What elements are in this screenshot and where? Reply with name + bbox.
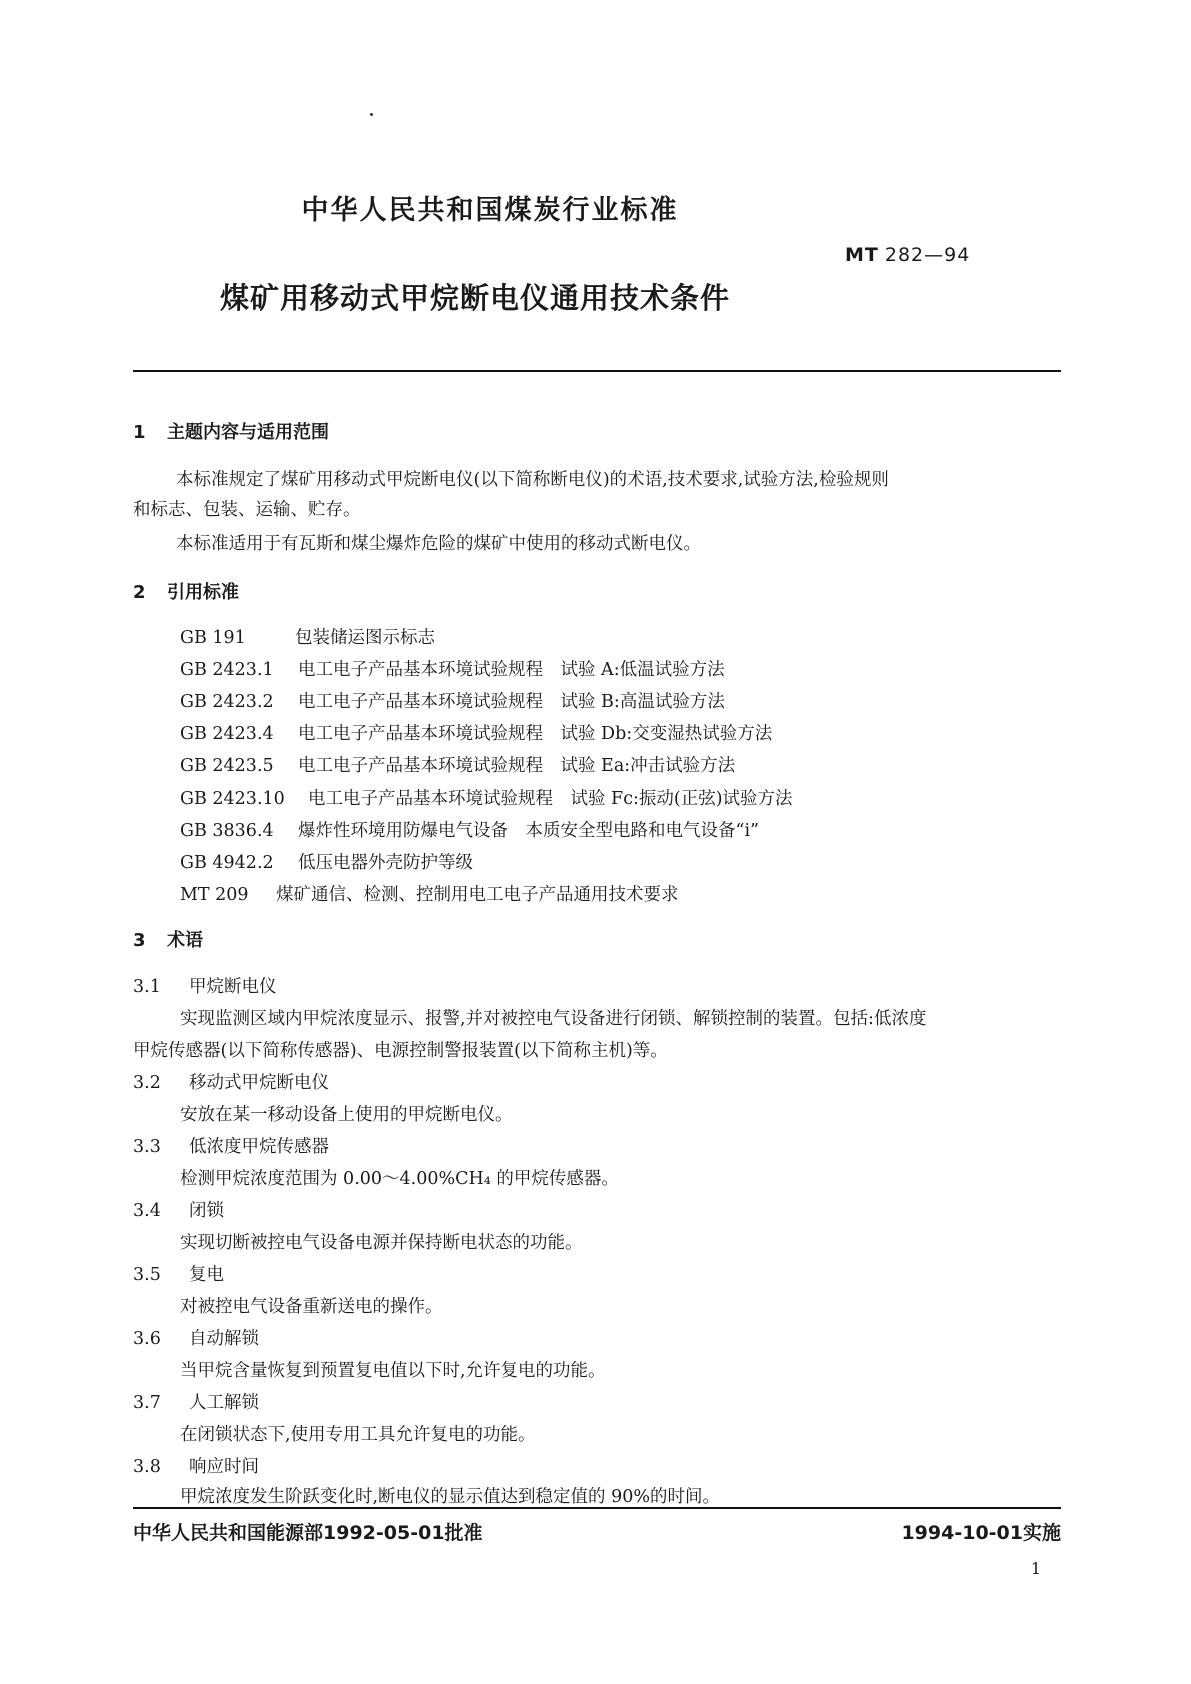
standard-code (845, 244, 970, 266)
section-title: 术语 (167, 930, 203, 951)
section-number: 2 (133, 582, 146, 603)
section-number: 1 (133, 422, 146, 443)
term-entry (133, 1325, 259, 1350)
reference-title: 爆炸性环境用防爆电气设备 本质安全型电路和电气设备“i” (298, 821, 759, 841)
term-entry (133, 1453, 259, 1478)
reference-code: GB 2423.2 (180, 692, 274, 712)
reference-code: GB 2423.1 (180, 660, 274, 680)
section-1-paragraph: 本标准规定了煤矿用移动式甲烷断电仪(以下简称断电仪)的术语,技术要求,试验方法,检验规则 (176, 470, 889, 490)
reference-title: 煤矿通信、检测、控制用电工电子产品通用技术要求 (276, 885, 679, 905)
section-1-paragraph: 和标志、包装、运输、贮存。 (133, 500, 361, 520)
reference-item (180, 849, 473, 874)
scan-speck (370, 113, 373, 116)
term-definition: 实现监测区域内甲烷浓度显示、报警,并对被控电气设备进行闭锁、解锁控制的装置。包括:低浓度 (180, 1009, 927, 1029)
term-name: 人工解锁 (189, 1393, 259, 1413)
reference-item (180, 817, 759, 842)
term-definition: 甲烷传感器(以下简称传感器)、电源控制警报装置(以下简称主机)等。 (133, 1041, 668, 1061)
standard-prefix: MT (845, 244, 879, 266)
term-number: 3.2 (133, 1073, 161, 1093)
footer-divider (133, 1507, 1061, 1509)
reference-title: 电工电子产品基本环境试验规程 试验 A:低温试验方法 (298, 660, 725, 680)
term-name: 闭锁 (189, 1201, 224, 1221)
effective-date: 1994-10-01实施 (901, 1522, 1061, 1544)
reference-title: 电工电子产品基本环境试验规程 试验 Db:交变湿热试验方法 (298, 724, 773, 744)
reference-item (180, 656, 725, 681)
term-name: 复电 (189, 1265, 224, 1285)
term-definition: 对被控电气设备重新送电的操作。 (180, 1297, 443, 1317)
reference-code: GB 4942.2 (180, 853, 274, 873)
term-number: 3.8 (133, 1457, 161, 1477)
document-title: 煤矿用移动式甲烷断电仪通用技术条件 (220, 281, 731, 315)
section-2-heading (133, 578, 239, 604)
term-entry (133, 1197, 224, 1222)
section-title: 主题内容与适用范围 (167, 422, 329, 443)
reference-code: MT 209 (180, 885, 249, 905)
term-number: 3.7 (133, 1393, 161, 1413)
term-number: 3.4 (133, 1201, 161, 1221)
reference-title: 电工电子产品基本环境试验规程 试验 Ea:冲击试验方法 (298, 756, 736, 776)
reference-code: GB 2423.5 (180, 756, 274, 776)
term-definition: 实现切断被控电气设备电源并保持断电状态的功能。 (180, 1233, 583, 1253)
term-definition: 甲烷浓度发生阶跃变化时,断电仪的显示值达到稳定值的 90%的时间。 (180, 1487, 721, 1507)
term-name: 甲烷断电仪 (189, 977, 277, 997)
reference-title: 电工电子产品基本环境试验规程 试验 Fc:振动(正弦)试验方法 (308, 789, 793, 809)
reference-item (180, 624, 435, 649)
term-name: 响应时间 (189, 1457, 259, 1477)
reference-title: 包装储运图示标志 (295, 628, 435, 648)
section-title: 引用标准 (167, 582, 239, 603)
reference-code: GB 3836.4 (180, 821, 274, 841)
header-divider (133, 370, 1061, 372)
page-number: 1 (1030, 1559, 1041, 1578)
reference-item (180, 720, 772, 745)
term-entry (133, 1133, 329, 1158)
reference-item (180, 688, 725, 713)
term-entry (133, 1069, 329, 1094)
term-name: 低浓度甲烷传感器 (189, 1137, 329, 1157)
reference-title: 低压电器外壳防护等级 (298, 853, 473, 873)
reference-title: 电工电子产品基本环境试验规程 试验 B:高温试验方法 (298, 692, 725, 712)
reference-item (180, 785, 793, 810)
reference-item (180, 881, 679, 906)
section-number: 3 (133, 930, 146, 951)
term-definition: 当甲烷含量恢复到预置复电值以下时,允许复电的功能。 (180, 1361, 606, 1381)
approval-line: 中华人民共和国能源部1992-05-01批准 (133, 1522, 483, 1544)
term-entry (133, 1389, 259, 1414)
term-number: 3.3 (133, 1137, 161, 1157)
term-entry (133, 1261, 224, 1286)
term-number: 3.5 (133, 1265, 161, 1285)
reference-code: GB 191 (180, 628, 246, 648)
term-definition: 在闭锁状态下,使用专用工具允许复电的功能。 (180, 1425, 536, 1445)
term-definition: 检测甲烷浓度范围为 0.00～4.00%CH₄ 的甲烷传感器。 (180, 1169, 619, 1189)
section-3-heading (133, 926, 203, 952)
section-1-paragraph: 本标准适用于有瓦斯和煤尘爆炸危险的煤矿中使用的移动式断电仪。 (176, 534, 701, 554)
term-number: 3.1 (133, 977, 161, 997)
term-name: 自动解锁 (189, 1329, 259, 1349)
org-title: 中华人民共和国煤炭行业标准 (301, 195, 679, 226)
reference-code: GB 2423.4 (180, 724, 274, 744)
reference-code: GB 2423.10 (180, 789, 285, 809)
standard-number: 282—94 (884, 244, 971, 266)
term-entry (133, 973, 277, 998)
term-number: 3.6 (133, 1329, 161, 1349)
reference-item (180, 752, 735, 777)
term-definition: 安放在某一移动设备上使用的甲烷断电仪。 (180, 1105, 513, 1125)
term-name: 移动式甲烷断电仪 (189, 1073, 329, 1093)
section-1-heading (133, 418, 329, 444)
